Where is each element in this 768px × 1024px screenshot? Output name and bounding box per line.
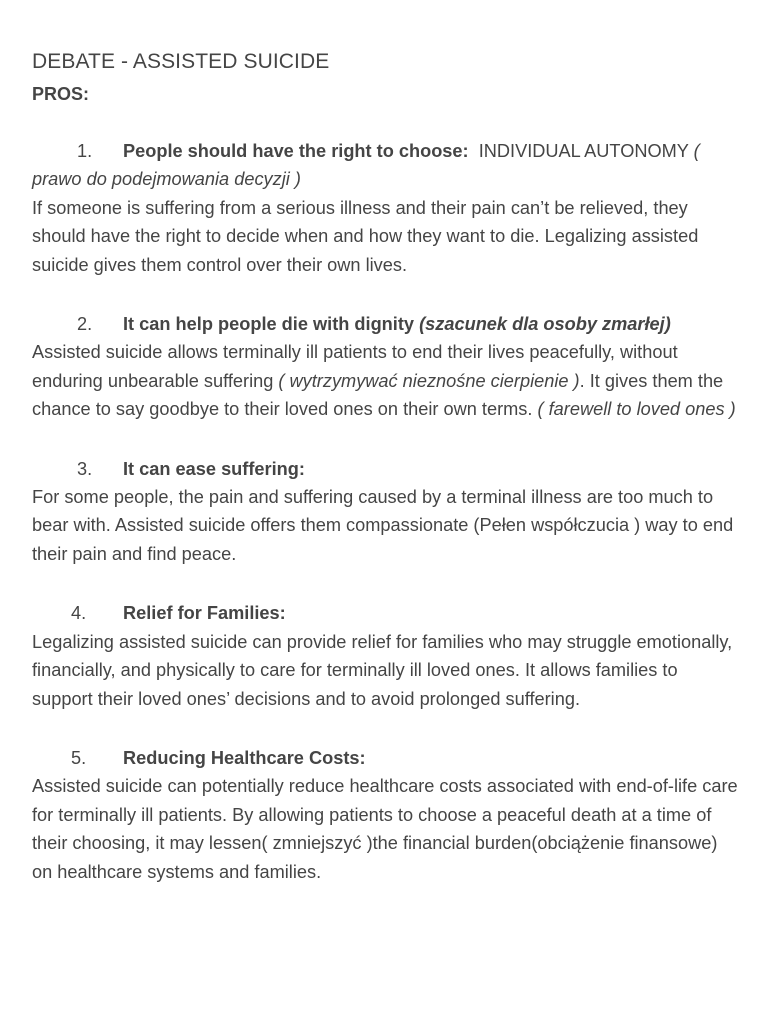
pro-point-3 <box>32 455 738 569</box>
pro-point-4 <box>32 599 738 713</box>
point-body: Assisted suicide can potentially reduce healthcare costs associated with end-of-life care for terminally ill patients. By allowing patients to choose a peaceful death at a time of their choosing, it may lessen( zmniejszyć )the financial burden(obciążenie finansowe) on healthcare systems and families. <box>32 776 738 882</box>
point-heading: Reducing Healthcare Costs: <box>123 747 366 768</box>
translation-note: (szacunek dla osoby zmarłej) <box>419 314 671 335</box>
point-number: 4. <box>71 603 87 624</box>
point-number: 1. <box>77 141 93 161</box>
point-text <box>32 137 738 279</box>
translation-note: ( prawo do podejmowania decyzji ) <box>32 141 700 190</box>
point-heading: It can help people die with dignity <box>123 314 415 335</box>
point-number: 5. <box>71 747 87 768</box>
point-text <box>32 744 738 886</box>
point-number: 3. <box>77 458 93 479</box>
point-text <box>32 455 738 569</box>
point-body: If someone is suffering from a serious illness and their pain can’t be relieved, they should have the right to decide when and how they want to die. Legalizing assisted suicide gives them control over their own lives. <box>32 197 699 275</box>
point-heading: It can ease suffering: <box>123 458 305 479</box>
point-body: . It gives them the chance to say goodbye to their loved ones on their own terms. <box>32 370 724 420</box>
point-heading: People should have the right to choose: <box>123 141 469 161</box>
document-title: DEBATE - ASSISTED SUICIDE <box>32 50 330 73</box>
point-body: Assisted suicide allows terminally ill patients to end their lives peacefully, without enduring unbearable suffering <box>32 342 678 391</box>
translation-note: ( farewell to loved ones ) <box>537 399 736 420</box>
point-body: Legalizing assisted suicide can provide relief for families who may struggle emotionally, financially, and physically to care for terminally ill loved ones. It allows families to support their loved ones’ decisions and to avoid prolonged suffering. <box>32 631 733 709</box>
point-body: For some people, the pain and suffering caused by a terminal illness are too much to bear with. Assisted suicide offers them compassionate (Pełen współczucia ) way to end their pain and find peace. <box>32 487 734 564</box>
pro-point-5 <box>32 744 738 886</box>
point-number: 2. <box>77 314 93 335</box>
point-heading-suffix: INDIVIDUAL AUTONOMY <box>478 141 689 161</box>
section-label-pros: PROS: <box>32 84 90 104</box>
pro-point-1 <box>32 137 738 279</box>
point-text <box>32 310 738 424</box>
point-text <box>32 599 738 713</box>
translation-note: ( wytrzymywać nieznośne cierpienie ) <box>278 370 580 391</box>
pro-point-2 <box>32 310 738 424</box>
point-heading: Relief for Families: <box>123 603 286 624</box>
